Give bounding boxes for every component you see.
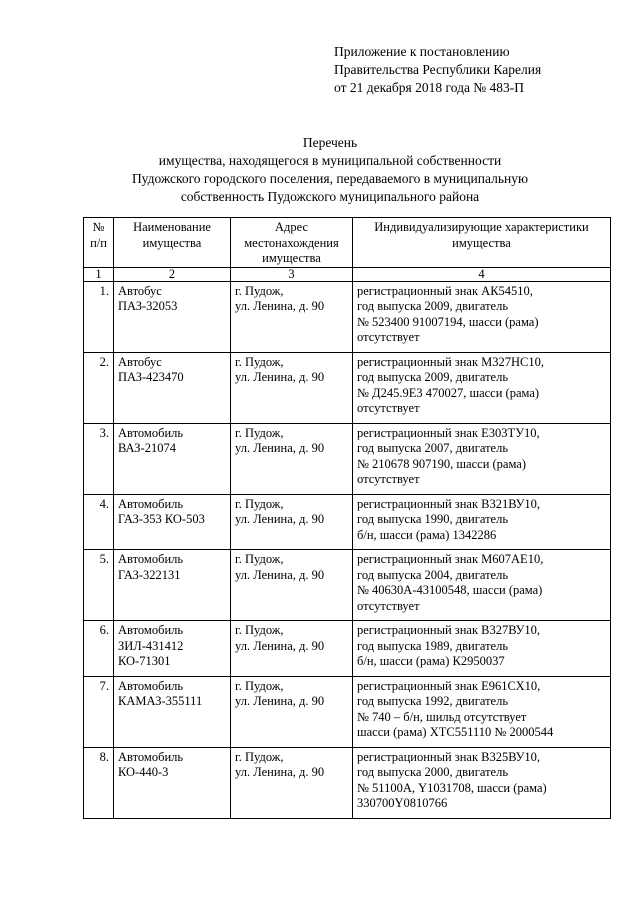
item-address-line: ул. Ленина, д. 90 bbox=[235, 512, 325, 526]
row-number: 8. bbox=[84, 747, 114, 818]
item-details-line: регистрационный знак В327ВУ10, bbox=[357, 623, 541, 637]
item-address bbox=[231, 494, 353, 550]
table-row bbox=[84, 747, 611, 818]
item-details-line: отсутствует bbox=[357, 401, 420, 415]
column-number: 2 bbox=[114, 267, 231, 281]
item-address-line: г. Пудож, bbox=[235, 425, 284, 440]
item-name-line: ПАЗ-32053 bbox=[118, 299, 178, 313]
header-address: Адрес местонахождения имущества bbox=[231, 218, 353, 268]
item-address bbox=[231, 423, 353, 494]
annex-line: Приложение к постановлению bbox=[334, 44, 510, 59]
title-line: собственность Пудожского муниципального района bbox=[180, 189, 480, 204]
item-details-line: № 51100А, Y1031708, шасси (рама) bbox=[357, 780, 547, 795]
item-address-line: ул. Ленина, д. 90 bbox=[235, 299, 325, 313]
item-address-line: ул. Ленина, д. 90 bbox=[235, 694, 325, 708]
item-address-line: ул. Ленина, д. 90 bbox=[235, 441, 325, 455]
table-row bbox=[84, 494, 611, 550]
item-details-line: регистрационный знак АК54510, bbox=[357, 283, 533, 298]
item-details-line: год выпуска 2004, двигатель bbox=[357, 567, 509, 582]
annex-block bbox=[334, 43, 541, 97]
item-address-line: г. Пудож, bbox=[235, 354, 284, 369]
item-name-line: Автомобиль bbox=[118, 749, 184, 764]
table-body bbox=[84, 281, 611, 818]
header-name: Наименование имущества bbox=[114, 218, 231, 268]
item-details-line: 330700Y0810766 bbox=[357, 796, 448, 810]
row-number: 5. bbox=[84, 550, 114, 621]
item-details-line: год выпуска 2000, двигатель bbox=[357, 765, 509, 779]
item-address bbox=[231, 676, 353, 747]
item-details bbox=[353, 494, 611, 550]
item-name bbox=[114, 281, 231, 352]
row-number: 6. bbox=[84, 621, 114, 677]
item-details-line: год выпуска 2009, двигатель bbox=[357, 370, 509, 384]
item-name-line: ГАЗ-353 КО-503 bbox=[118, 512, 205, 526]
item-details-line: год выпуска 2007, двигатель bbox=[357, 441, 509, 455]
item-address bbox=[231, 747, 353, 818]
title-line: Пудожского городского поселения, передаваемого в муниципальную bbox=[131, 171, 529, 186]
row-number: 4. bbox=[84, 494, 114, 550]
item-address bbox=[231, 281, 353, 352]
table-row bbox=[84, 352, 611, 423]
column-number: 1 bbox=[84, 267, 114, 281]
row-number: 3. bbox=[84, 423, 114, 494]
header-details: Индивидуализирующие характеристики имущества bbox=[353, 218, 611, 268]
item-details-line: год выпуска 2009, двигатель bbox=[357, 299, 509, 313]
table-row bbox=[84, 621, 611, 677]
item-details-line: регистрационный знак Е303ТУ10, bbox=[357, 425, 540, 440]
item-details-line: отсутствует bbox=[357, 598, 420, 613]
item-details bbox=[353, 621, 611, 677]
item-details-line: № 210678 907190, шасси (рама) bbox=[357, 456, 527, 471]
item-name-line: КАМАЗ-355111 bbox=[118, 694, 203, 708]
item-address-line: г. Пудож, bbox=[235, 749, 284, 764]
item-details bbox=[353, 352, 611, 423]
item-name bbox=[114, 423, 231, 494]
item-name-line: Автобус bbox=[118, 354, 162, 369]
item-details-line: регистрационный знак М327НС10, bbox=[357, 354, 545, 369]
item-address-line: ул. Ленина, д. 90 bbox=[235, 638, 325, 653]
item-name-line: Автомобиль bbox=[118, 425, 184, 440]
item-name bbox=[114, 352, 231, 423]
item-name-line: Автомобиль bbox=[118, 678, 184, 693]
item-name-line: ПАЗ-423470 bbox=[118, 370, 184, 384]
item-name-line: ЗИЛ-431412 bbox=[118, 638, 184, 653]
item-address-line: г. Пудож, bbox=[235, 496, 284, 511]
header-number: № п/п bbox=[84, 218, 114, 268]
item-name-line: КО-71301 bbox=[118, 654, 171, 668]
item-address-line: г. Пудож, bbox=[235, 283, 284, 298]
item-name bbox=[114, 676, 231, 747]
item-details-line: шасси (рама) ХТС551110 № 2000544 bbox=[357, 725, 554, 739]
column-number-row bbox=[84, 267, 611, 281]
item-details-line: отсутствует bbox=[357, 472, 420, 486]
item-address-line: ул. Ленина, д. 90 bbox=[235, 567, 325, 582]
item-details-line: год выпуска 1992, двигатель bbox=[357, 694, 509, 708]
item-name-line: Автомобиль bbox=[118, 496, 184, 511]
item-name bbox=[114, 494, 231, 550]
item-details-line: № 740 – б/н, шильд отсутствует bbox=[357, 709, 527, 724]
item-details-line: регистрационный знак В325ВУ10, bbox=[357, 749, 541, 764]
item-address bbox=[231, 352, 353, 423]
item-name bbox=[114, 621, 231, 677]
item-details bbox=[353, 281, 611, 352]
item-details-line: б/н, шасси (рама) 1342286 bbox=[357, 527, 497, 542]
annex-line: от 21 декабря 2018 года № 483-П bbox=[334, 80, 525, 95]
item-name bbox=[114, 550, 231, 621]
item-details-line: регистрационный знак Е961СХ10, bbox=[357, 678, 541, 693]
item-name-line: ГАЗ-322131 bbox=[118, 567, 181, 582]
item-address bbox=[231, 621, 353, 677]
item-details-line: № 523400 91007194, шасси (рама) bbox=[357, 314, 539, 329]
item-details-line: регистрационный знак М607АЕ10, bbox=[357, 552, 544, 566]
table-row bbox=[84, 676, 611, 747]
document-title bbox=[80, 134, 580, 206]
item-details bbox=[353, 423, 611, 494]
item-details bbox=[353, 676, 611, 747]
title-line: Перечень bbox=[302, 135, 358, 150]
item-name-line: Автомобиль bbox=[118, 623, 184, 637]
item-details bbox=[353, 550, 611, 621]
item-name-line: ВАЗ-21074 bbox=[118, 441, 176, 455]
item-details-line: № Д245.9Е3 470027, шасси (рама) bbox=[357, 385, 540, 400]
item-details-line: год выпуска 1990, двигатель bbox=[357, 512, 509, 526]
column-number: 3 bbox=[231, 267, 353, 281]
item-address-line: ул. Ленина, д. 90 bbox=[235, 765, 325, 779]
item-details-line: б/н, шасси (рама) К2950037 bbox=[357, 654, 505, 668]
table-row bbox=[84, 423, 611, 494]
item-details-line: № 40630А-43100548, шасси (рама) bbox=[357, 583, 543, 597]
item-address-line: г. Пудож, bbox=[235, 623, 284, 637]
item-address-line: г. Пудож, bbox=[235, 678, 284, 693]
item-name-line: КО-440-3 bbox=[118, 765, 169, 779]
row-number: 7. bbox=[84, 676, 114, 747]
item-name-line: Автомобиль bbox=[118, 552, 184, 566]
table-row bbox=[84, 281, 611, 352]
item-details-line: регистрационный знак В321ВУ10, bbox=[357, 496, 541, 511]
row-number: 1. bbox=[84, 281, 114, 352]
item-name bbox=[114, 747, 231, 818]
item-name-line: Автобус bbox=[118, 283, 162, 298]
annex-line: Правительства Республики Карелия bbox=[334, 62, 542, 77]
item-address bbox=[231, 550, 353, 621]
table-header-row bbox=[84, 218, 611, 268]
item-address-line: ул. Ленина, д. 90 bbox=[235, 370, 325, 384]
row-number: 2. bbox=[84, 352, 114, 423]
table-row bbox=[84, 550, 611, 621]
item-details-line: отсутствует bbox=[357, 330, 420, 344]
property-table bbox=[83, 217, 611, 819]
column-number: 4 bbox=[353, 267, 611, 281]
item-details-line: год выпуска 1989, двигатель bbox=[357, 638, 509, 653]
title-line: имущества, находящегося в муниципальной собственности bbox=[158, 153, 502, 168]
item-address-line: г. Пудож, bbox=[235, 552, 284, 566]
item-details bbox=[353, 747, 611, 818]
